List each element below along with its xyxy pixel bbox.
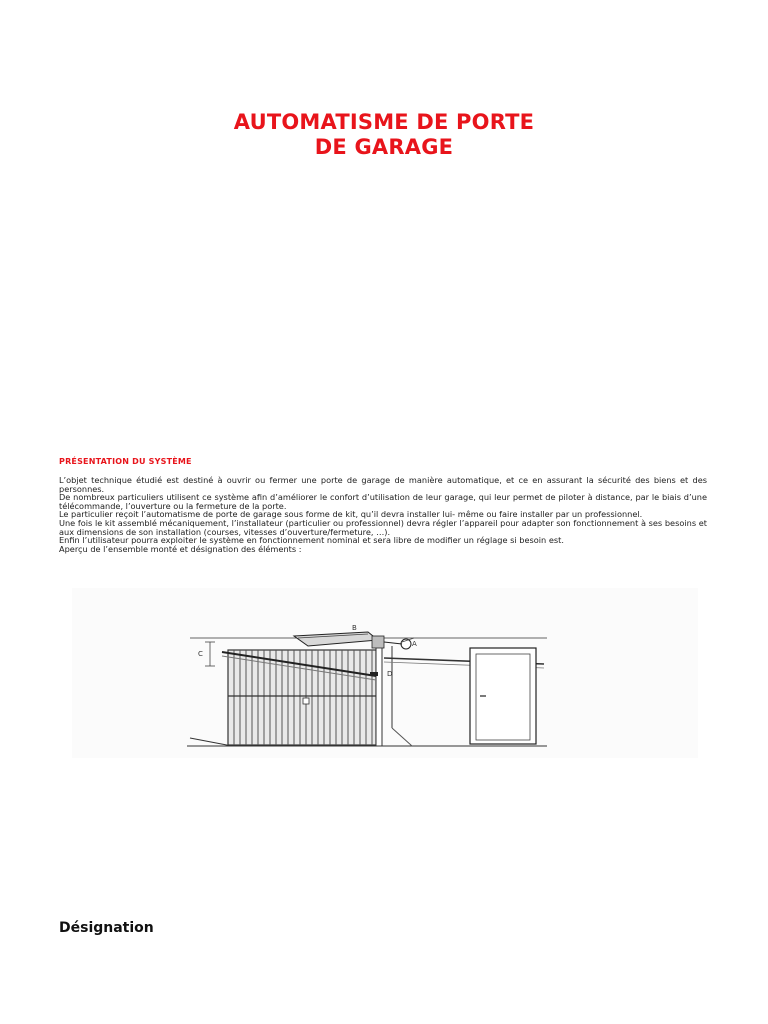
label-c: C: [198, 650, 203, 658]
label-a: A: [412, 640, 417, 648]
paragraph-4: Une fois le kit assemblé mécaniquement, l’installateur (particulier ou professionnel) devra régler l’appareil pour adapter son fonctionnement à ses besoins et aux dimensions de son installation (courses, vitesses d’ouverture/fermeture, …).: [59, 517, 707, 537]
designation-heading: Désignation: [59, 920, 154, 936]
paragraph-2: De nombreux particuliers utilisent ce système afin d’améliorer le confort d’utilisation de leur garage, qui leur permet de piloter à distance, par le biais d’une télécommande, l’ouverture ou la fermeture de la porte.: [59, 492, 707, 511]
title-line-2: DE GARAGE: [314, 135, 454, 159]
document-title: [0, 110, 768, 160]
garage-door-drawing: [72, 588, 698, 758]
label-b: B: [352, 624, 357, 632]
section-heading: PRÉSENTATION DU SYSTÈME: [59, 457, 192, 466]
side-door: [470, 648, 536, 744]
label-d: D: [387, 670, 393, 678]
paragraph-5: Enfin l’utilisateur pourra exploiter le système en fonctionnement nominal et sera libre de modifier un réglage si besoin est.: [59, 535, 564, 546]
title-line-1: AUTOMATISME DE PORTE: [233, 110, 535, 134]
motor-unit: [294, 632, 411, 649]
paragraph-3: Le particulier reçoit l’automatisme de porte de garage sous forme de kit, qu’il devra installer lui- même ou faire installer par un professionnel.: [59, 509, 643, 520]
garage-door-illustration: [72, 588, 698, 758]
paragraph-6: Aperçu de l’ensemble monté et désignation des éléments :: [59, 543, 302, 554]
paragraph-1: L’objet technique étudié est destiné à ouvrir ou fermer une porte de garage de manière automatique, et ce en assurant la sécurité des biens et des personnes.: [59, 475, 707, 494]
presentation-text: [59, 476, 707, 553]
